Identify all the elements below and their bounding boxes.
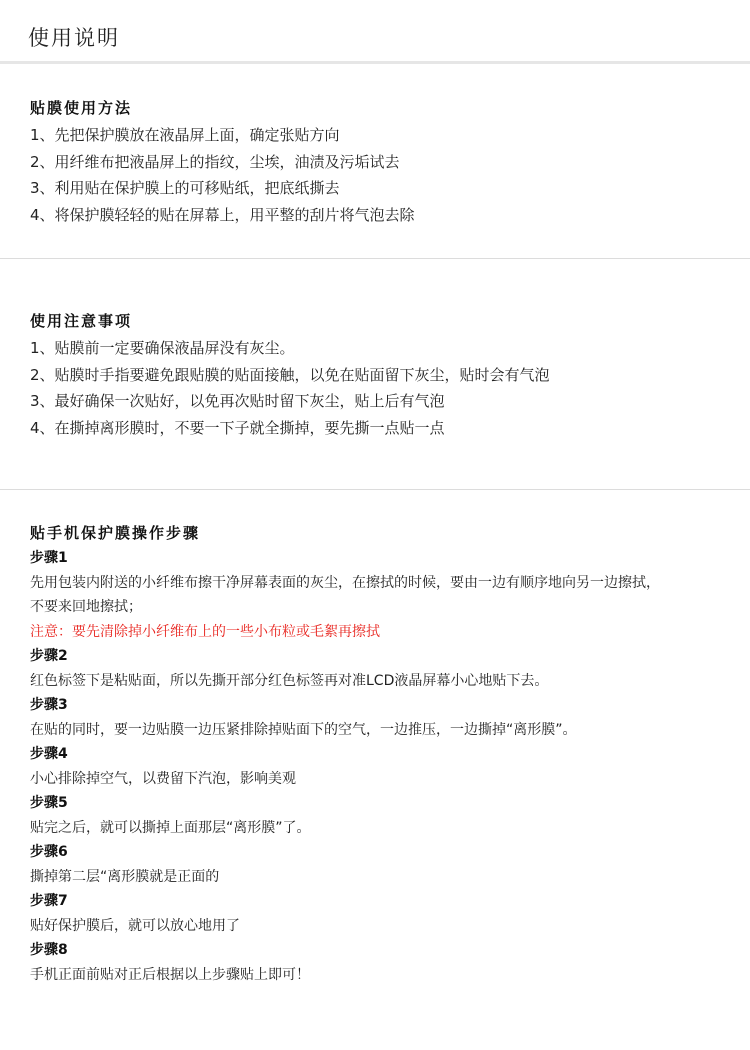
step-text: 红色标签下是粘贴面，所以先撕开部分红色标签再对准LCD液晶屏幕小心地贴下去。 xyxy=(30,672,549,689)
step-heading: 步骤8 xyxy=(30,942,68,958)
warning-note: 注意：要先清除掉小纤维布上的一些小布粒或毛絮再擦拭 xyxy=(30,623,380,640)
step-text: 贴好保护膜后，就可以放心地用了 xyxy=(30,917,240,934)
list-item: 3、利用贴在保护膜上的可移贴纸，把底纸撕去 xyxy=(30,179,340,197)
section-title: 使用注意事项 xyxy=(30,312,133,330)
step-heading: 步骤5 xyxy=(30,795,68,811)
step-heading: 步骤1 xyxy=(30,550,68,566)
step-item xyxy=(30,693,720,742)
steps-list xyxy=(30,546,720,987)
step-text: 贴完之后，就可以撕掉上面那层“离形膜”了。 xyxy=(30,819,311,836)
list-item: 2、贴膜时手指要避免跟贴膜的贴面接触，以免在贴面留下灰尘，贴时会有气泡 xyxy=(30,365,550,384)
section-usage-notes xyxy=(30,310,720,441)
list-item: 1、先把保护膜放在液晶屏上面，确定张贴方向 xyxy=(30,126,340,144)
step-item xyxy=(30,938,720,987)
step-text: 先用包装内附送的小纤维布擦干净屏幕表面的灰尘，在擦拭的时候，要由一边有顺序地向另一边擦拭， xyxy=(30,574,660,591)
step-item xyxy=(30,546,720,644)
list-item: 3、最好确保一次贴好，以免再次贴时留下灰尘，贴上后有气泡 xyxy=(30,392,445,410)
step-text: 小心排除掉空气，以费留下汽泡，影响美观 xyxy=(30,770,296,787)
step-text: 在贴的同时，要一边贴膜一边压紧排除掉贴面下的空气，一边推压，一边撕掉“离形膜”。 xyxy=(30,721,577,738)
step-heading: 步骤2 xyxy=(30,648,68,664)
section-title: 贴手机保护膜操作步骤 xyxy=(30,524,201,542)
step-item xyxy=(30,791,720,840)
header-divider xyxy=(0,61,750,64)
list-item: 2、用纤维布把液晶屏上的指纹，尘埃，油渍及污垢试去 xyxy=(30,152,400,171)
section-divider xyxy=(0,489,750,490)
step-item xyxy=(30,889,720,938)
list-item: 1、贴膜前一定要确保液晶屏没有灰尘。 xyxy=(30,339,295,357)
step-item xyxy=(30,742,720,791)
page-header xyxy=(0,0,750,62)
step-text: 手机正面前贴对正后根据以上步骤贴上即可！ xyxy=(30,966,310,983)
section-title: 贴膜使用方法 xyxy=(30,99,133,117)
step-text: 撕掉第二层“离形膜就是正面的 xyxy=(30,868,220,885)
section-application-method xyxy=(30,97,720,228)
section-list xyxy=(30,122,720,228)
step-text-continued: 不要来回地擦拭； xyxy=(30,599,142,615)
section-list xyxy=(30,335,720,441)
step-item xyxy=(30,840,720,889)
step-item xyxy=(30,644,720,693)
step-heading: 步骤4 xyxy=(30,746,68,762)
page-title: 使用说明 xyxy=(28,26,120,50)
list-item: 4、在撕掉离形膜时，不要一下子就全撕掉，要先撕一点贴一点 xyxy=(30,418,445,437)
section-operation-steps xyxy=(30,522,720,987)
step-heading: 步骤7 xyxy=(30,893,68,909)
list-item: 4、将保护膜轻轻的贴在屏幕上，用平整的刮片将气泡去除 xyxy=(30,205,415,224)
step-heading: 步骤3 xyxy=(30,697,68,713)
section-divider xyxy=(0,258,750,259)
step-heading: 步骤6 xyxy=(30,844,68,860)
